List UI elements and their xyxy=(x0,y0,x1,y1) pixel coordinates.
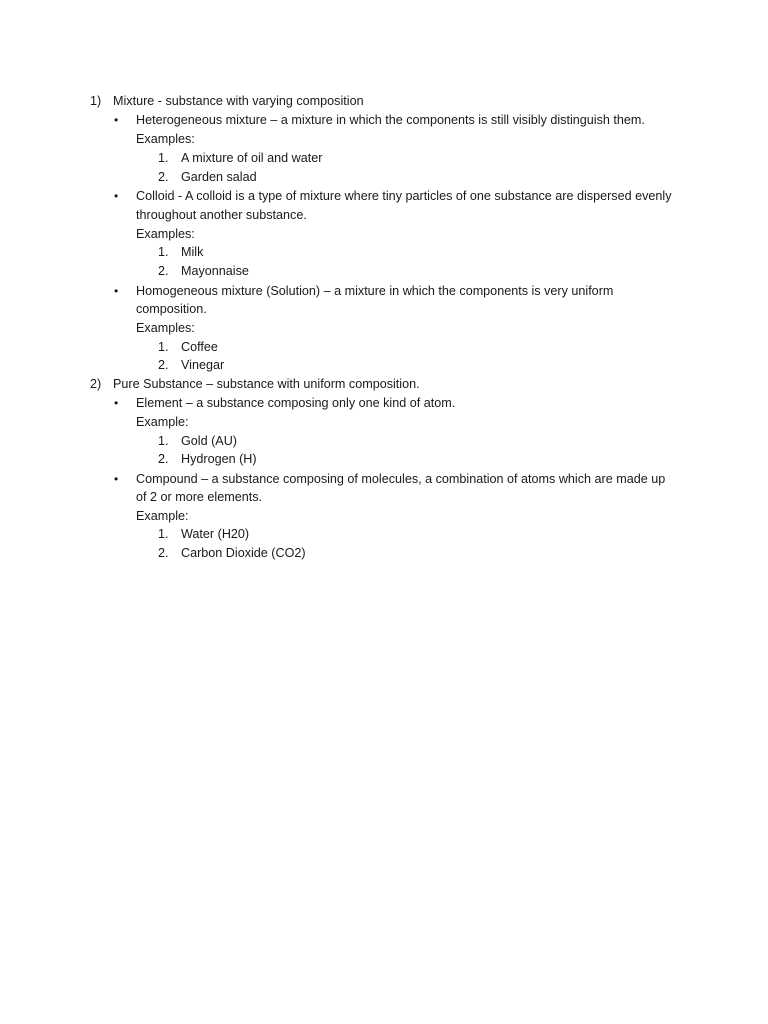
item-text-line: Compound – a substance composing of molecules, a combination of atoms which are made up xyxy=(136,472,666,486)
section-number: 1) xyxy=(90,94,102,108)
example-text: Coffee xyxy=(181,340,218,354)
example-number: 1. xyxy=(158,151,169,165)
examples-label: Example: xyxy=(136,415,189,429)
section-heading: Pure Substance – substance with uniform composition. xyxy=(113,377,420,391)
examples-label: Examples: xyxy=(136,321,195,335)
example-number: 2. xyxy=(158,264,169,278)
item-text-line: Heterogeneous mixture – a mixture in which the components is still visibly distinguish them. xyxy=(136,113,645,127)
example-text: Water (H20) xyxy=(181,527,250,541)
item-text-line: Colloid - A colloid is a type of mixture where tiny particles of one substance are dispersed evenly xyxy=(136,189,672,203)
example-number: 2. xyxy=(158,170,169,184)
item-text-line: Element – a substance composing only one kind of atom. xyxy=(136,396,456,410)
example-number: 1. xyxy=(158,527,169,541)
example-number: 1. xyxy=(158,434,169,448)
examples-label: Example: xyxy=(136,509,189,523)
example-text: Garden salad xyxy=(181,170,257,184)
examples-label: Examples: xyxy=(136,227,195,241)
section-heading: Mixture - substance with varying composition xyxy=(113,94,364,108)
example-number: 1. xyxy=(158,245,169,259)
example-text: Carbon Dioxide (CO2) xyxy=(181,546,306,560)
bullet-icon: • xyxy=(114,284,119,298)
example-number: 2. xyxy=(158,546,169,560)
examples-label: Examples: xyxy=(136,132,195,146)
bullet-icon: • xyxy=(114,396,119,410)
example-text: Milk xyxy=(181,245,204,259)
item-text-line: of 2 or more elements. xyxy=(136,490,262,504)
bullet-icon: • xyxy=(114,113,119,127)
example-text: Gold (AU) xyxy=(181,434,237,448)
example-text: Mayonnaise xyxy=(181,264,249,278)
item-text-line: composition. xyxy=(136,302,207,316)
bullet-icon: • xyxy=(114,472,119,486)
item-text-line: throughout another substance. xyxy=(136,208,307,222)
example-number: 2. xyxy=(158,452,169,466)
example-number: 2. xyxy=(158,358,169,372)
example-text: Vinegar xyxy=(181,358,225,372)
item-text-line: Homogeneous mixture (Solution) – a mixture in which the components is very uniform xyxy=(136,284,614,298)
example-text: A mixture of oil and water xyxy=(181,151,323,165)
bullet-icon: • xyxy=(114,189,119,203)
example-text: Hydrogen (H) xyxy=(181,452,257,466)
example-number: 1. xyxy=(158,340,169,354)
section-number: 2) xyxy=(90,377,102,391)
